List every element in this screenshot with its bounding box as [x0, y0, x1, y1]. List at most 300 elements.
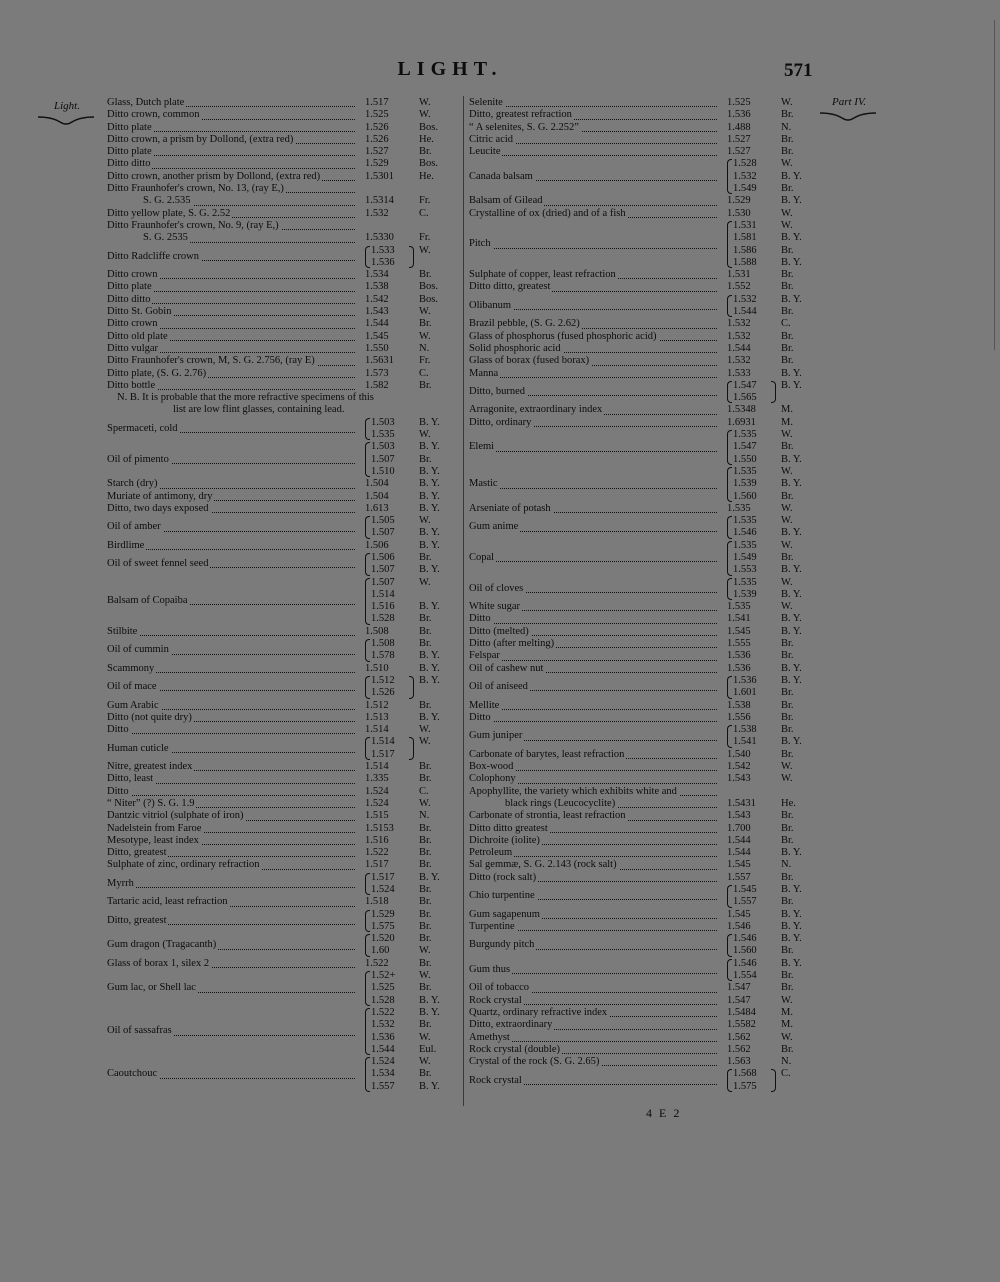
observer-initial: Br. — [781, 834, 794, 846]
index-values — [365, 835, 459, 847]
grouping-brace — [365, 442, 370, 477]
index-values — [365, 1007, 459, 1056]
index-values — [727, 995, 821, 1007]
refractive-index: 1.528 — [733, 158, 757, 170]
observer-initial: B. Y. — [781, 908, 802, 920]
observer-initial: W. — [419, 306, 431, 318]
substance-name — [107, 558, 359, 570]
observer-initial: Br. — [419, 822, 432, 834]
refractive-index: 1.547 — [727, 982, 751, 994]
substance-label: Sulphate of copper, least refraction — [469, 269, 616, 281]
observer-initial: B. Y. — [419, 601, 440, 613]
substance-label: Ditto St. Gobin — [107, 306, 172, 318]
substance-name — [469, 583, 721, 595]
table-row — [107, 97, 515, 109]
refractive-index: 1.517 — [365, 859, 389, 871]
index-values — [727, 1032, 821, 1044]
index-values — [365, 626, 459, 638]
observer-initial: M. — [781, 1019, 793, 1031]
substance-label: Human cuticle — [107, 742, 169, 754]
substance-name — [469, 909, 721, 921]
observer-initial: W. — [419, 429, 431, 441]
substance-label: Ditto, burned — [469, 385, 525, 397]
index-values — [727, 773, 821, 785]
refractive-index: 1.535 — [733, 465, 757, 477]
index-values — [727, 331, 821, 343]
observer-initial: Eul. — [419, 1043, 437, 1055]
substance-label: “ Niter” (?) S. G. 1.9 — [107, 797, 195, 809]
substance-label: Gum lac, or Shell lac — [107, 982, 196, 994]
refractive-index: 1.547 — [733, 379, 757, 391]
substance-name — [469, 964, 721, 976]
observer-initial: Bos. — [419, 158, 438, 170]
grouping-brace — [365, 910, 370, 933]
substance-name — [469, 872, 721, 884]
substance-label: Oil of mace — [107, 681, 157, 693]
substance-label: Ditto Fraunhofer's crown, No. 9, (ray E,) — [107, 219, 279, 231]
substance-label: Oil of aniseed — [469, 681, 528, 693]
substance-label: Glass of borax (fused borax) — [469, 355, 590, 367]
index-values — [365, 146, 459, 158]
refractive-index: 1.557 — [727, 871, 751, 883]
refractive-index: 1.522 — [371, 1006, 395, 1018]
observer-initial: W. — [781, 97, 793, 108]
observer-initial: Br. — [419, 453, 432, 465]
refractive-index: 1.526 — [371, 687, 395, 699]
refractive-index: 1.578 — [371, 650, 395, 662]
dot-leader — [469, 154, 717, 156]
table-row — [107, 368, 515, 380]
substance-name — [107, 982, 359, 994]
substance-label: Ditto old plate — [107, 330, 168, 342]
substance-name — [107, 281, 359, 293]
substance-label: Balsam of Gilead — [469, 195, 543, 207]
substance-label: Turpentine — [469, 920, 515, 932]
observer-initial: B. Y. — [781, 920, 802, 932]
footnote-line: N. B. It is probable that the more refractive specimens of this — [117, 392, 374, 404]
index-values — [365, 208, 459, 220]
substance-name — [107, 958, 359, 970]
index-values — [365, 552, 459, 577]
substance-label: Oil of sassafras — [107, 1025, 172, 1037]
observer-initial: Br. — [419, 859, 432, 871]
grouping-brace — [727, 516, 732, 539]
observer-initial: Br. — [419, 761, 432, 773]
substance-label: Ditto Radcliffe crown — [107, 250, 199, 262]
substance-name — [143, 195, 359, 207]
refractive-index: 1.545 — [733, 884, 757, 895]
index-values — [727, 220, 821, 269]
grouping-brace — [365, 737, 370, 760]
refractive-index: 1.532 — [727, 355, 751, 367]
refractive-index: 1.557 — [733, 896, 757, 908]
observer-initial: B. Y. — [781, 933, 802, 945]
substance-name — [469, 171, 721, 183]
index-values — [727, 921, 821, 933]
substance-name — [469, 1032, 721, 1044]
refractive-index: 1.5153 — [365, 822, 394, 834]
observer-initial: W. — [781, 465, 793, 477]
refractive-index: 1.535 — [727, 601, 751, 613]
substance-label: Stilbite — [107, 625, 138, 637]
substance-name — [469, 478, 721, 490]
refractive-index: 1.535 — [733, 576, 757, 588]
substance-label: Ditto Fraunhofer's crown, M, S. G. 2.756, (ray E) — [107, 355, 315, 367]
observer-initial: Br. — [419, 884, 432, 895]
refractive-index: 1.5301 — [365, 170, 394, 182]
refractive-index: 1.556 — [727, 711, 751, 723]
substance-label: Ditto plate — [107, 121, 152, 133]
substance-name — [469, 318, 721, 330]
substance-name — [107, 368, 359, 380]
refractive-index: 1.543 — [365, 306, 389, 318]
table-row — [107, 835, 515, 847]
index-values — [365, 810, 459, 822]
substance-label: Leucite — [469, 146, 501, 158]
substance-label: Manna — [469, 367, 499, 379]
grouping-brace — [365, 553, 370, 576]
index-values — [727, 134, 821, 146]
refractive-index: 1.529 — [727, 195, 751, 207]
index-values — [727, 810, 821, 822]
observer-initial: W. — [419, 330, 431, 342]
substance-name — [107, 343, 359, 355]
refractive-index: 1.507 — [371, 564, 395, 576]
observer-initial: Br. — [781, 183, 794, 195]
substance-label: Oil of amber — [107, 521, 161, 533]
refractive-index: 1.517 — [371, 748, 395, 760]
table-row — [107, 306, 515, 318]
substance-name — [469, 552, 721, 564]
index-values — [727, 749, 821, 761]
margin-brace-left — [38, 114, 94, 128]
observer-initial: Br. — [419, 146, 432, 158]
substance-label: Oil of sweet fennel seed — [107, 558, 209, 570]
substance-label: Ditto plate — [107, 281, 152, 293]
refractive-index: 1.542 — [727, 761, 751, 773]
index-values — [365, 859, 459, 871]
substance-label: Copal — [469, 551, 495, 563]
substance-label: Mellite — [469, 699, 500, 711]
index-values — [365, 441, 459, 478]
index-values — [727, 540, 821, 577]
substance-name — [107, 724, 359, 736]
index-values — [365, 343, 459, 355]
observer-initial: B. Y. — [781, 884, 802, 895]
refractive-index: 1.547 — [727, 994, 751, 1006]
substance-label: Petroleum — [469, 847, 513, 859]
observer-initial: B. Y. — [419, 1006, 440, 1018]
substance-name — [107, 318, 359, 330]
dot-leader — [469, 659, 717, 661]
index-values — [365, 368, 459, 380]
refractive-index: 1.532 — [733, 170, 757, 182]
observer-initial: Bos. — [419, 293, 438, 305]
observer-initial: Br. — [781, 638, 794, 650]
substance-label: Ditto plate — [107, 146, 152, 158]
grouping-brace — [727, 934, 732, 957]
substance-name — [107, 454, 359, 466]
refractive-index: 1.544 — [727, 847, 751, 859]
index-values — [727, 1007, 821, 1019]
refractive-index: 1.565 — [733, 392, 757, 404]
refractive-index: 1.555 — [727, 638, 751, 650]
table-row — [107, 577, 515, 626]
observer-initial: B. Y. — [781, 232, 802, 244]
substance-name — [107, 1025, 359, 1037]
refractive-index: 1.535 — [733, 429, 757, 441]
substance-label: Ditto crown — [107, 318, 158, 330]
observer-initial: Br. — [781, 822, 794, 834]
substance-label: Rock crystal (double) — [469, 1043, 560, 1055]
grouping-brace — [727, 221, 732, 268]
table-row — [107, 823, 515, 835]
substance-label: Muriate of antimony, dry — [107, 490, 213, 502]
refractive-index: 1.568 — [733, 1068, 757, 1080]
substance-label: Spermaceti, cold — [107, 422, 178, 434]
refractive-index: 1.518 — [365, 896, 389, 908]
substance-name — [107, 109, 359, 121]
substance-name — [107, 773, 359, 785]
refractive-index: 1.508 — [365, 625, 389, 637]
index-values — [727, 663, 821, 675]
substance-label: Ditto crown, a prism by Dollond, (extra red) — [107, 133, 294, 145]
observer-initial: B. Y. — [419, 871, 440, 883]
table-row — [107, 158, 515, 170]
refractive-index: 1.503 — [371, 416, 395, 428]
substance-name — [107, 823, 359, 835]
dot-leader — [469, 708, 717, 710]
observer-initial: W. — [419, 797, 431, 809]
refractive-index: 1.545 — [727, 908, 751, 920]
substance-label: Nitre, greatest index — [107, 761, 193, 773]
substance-name — [469, 982, 721, 994]
substance-name — [469, 712, 721, 724]
observer-initial: N. — [781, 859, 792, 871]
refractive-index: 1.544 — [727, 834, 751, 846]
grouping-brace — [365, 639, 370, 662]
substance-name — [107, 626, 359, 638]
substance-label: Elemi — [469, 441, 495, 453]
observer-initial: Br. — [781, 699, 794, 711]
table-row — [107, 1056, 515, 1093]
refractive-index: 1.527 — [727, 146, 751, 158]
substance-name — [107, 331, 359, 343]
table-row — [107, 503, 515, 515]
index-values — [365, 294, 459, 306]
substance-label: Ditto yellow plate, S. G. 2.52 — [107, 207, 231, 219]
table-row — [107, 1007, 515, 1056]
observer-initial: W. — [419, 970, 431, 982]
substance-name — [107, 122, 359, 134]
observer-initial: W. — [419, 1031, 431, 1043]
refractive-index: 1.528 — [371, 994, 395, 1006]
refractive-index: 1.550 — [365, 342, 389, 354]
observer-initial: N. — [419, 342, 430, 354]
index-values — [727, 355, 821, 367]
substance-label: Ditto crown, another prism by Dollond, (extra red) — [107, 170, 321, 182]
substance-label: Ditto crown — [107, 269, 158, 281]
substance-name — [469, 503, 721, 515]
refractive-index: 1.335 — [365, 773, 389, 785]
table-row — [107, 859, 515, 871]
refractive-index: 1.510 — [371, 465, 395, 477]
index-values — [727, 368, 821, 380]
substance-name — [469, 835, 721, 847]
grouping-brace — [771, 381, 776, 404]
observer-initial: Fr. — [419, 195, 431, 207]
substance-name — [469, 1019, 721, 1031]
observer-initial: W. — [419, 576, 431, 588]
table-row — [107, 958, 515, 970]
refractive-index: 1.540 — [727, 748, 751, 760]
observer-initial: B. Y. — [419, 465, 440, 477]
observer-initial: Br. — [781, 244, 794, 256]
grouping-brace — [365, 578, 370, 625]
index-values — [727, 982, 821, 994]
substance-name — [107, 761, 359, 773]
substance-label: S. G. 2535 — [143, 232, 188, 244]
dot-leader — [469, 720, 717, 722]
table-row — [107, 134, 515, 146]
observer-initial: W. — [419, 1056, 431, 1068]
refractive-index: 1.586 — [733, 244, 757, 256]
index-values — [727, 601, 821, 613]
observer-initial: Br. — [781, 269, 794, 281]
observer-initial: Br. — [419, 933, 432, 945]
substance-name — [107, 521, 359, 533]
refractive-index: 1.538 — [365, 281, 389, 293]
table-row — [107, 269, 515, 281]
grouping-brace — [727, 159, 732, 194]
index-values — [727, 884, 821, 909]
observer-initial: Br. — [781, 982, 794, 994]
grouping-brace — [409, 246, 414, 269]
refractive-index: 1.528 — [371, 613, 395, 625]
observer-initial: Br. — [419, 834, 432, 846]
observer-initial: C. — [419, 367, 429, 379]
observer-initial: Br. — [781, 133, 794, 145]
index-values — [727, 294, 821, 319]
observer-initial: Br. — [781, 146, 794, 158]
observer-initial: B. Y. — [419, 564, 440, 576]
substance-name — [107, 939, 359, 951]
substance-label: Brazil pebble, (S. G. 2.62) — [469, 318, 580, 330]
refractive-index: 1.515 — [365, 810, 389, 822]
refractive-index: 1.507 — [371, 453, 395, 465]
substance-name — [107, 220, 359, 232]
observer-initial: B. Y. — [781, 170, 802, 182]
footnote-line: list are low flint glasses, containing lead. — [173, 404, 345, 416]
refractive-index: 1.529 — [371, 908, 395, 920]
refractive-index: 1.575 — [733, 1080, 757, 1092]
substance-label: Tartaric acid, least refraction — [107, 896, 228, 908]
grouping-brace — [365, 873, 370, 896]
refractive-index: 1.506 — [365, 539, 389, 551]
substance-name — [107, 644, 359, 656]
refractive-index: 1.503 — [371, 441, 395, 453]
observer-initial: W. — [419, 244, 431, 256]
refractive-index: 1.539 — [733, 588, 757, 600]
refractive-index: 1.5631 — [365, 355, 394, 367]
observer-initial: W. — [781, 773, 793, 785]
substance-name — [469, 601, 721, 613]
substance-label: Ditto Fraunhofer's crown, No. 13, (ray E,) — [107, 183, 284, 195]
refractive-index: 1.552 — [727, 281, 751, 293]
index-values — [365, 675, 459, 700]
substance-name — [107, 712, 359, 724]
substance-name — [469, 681, 721, 693]
substance-name — [107, 847, 359, 859]
refractive-index: 1.526 — [365, 121, 389, 133]
refractive-index: 1.520 — [371, 933, 395, 945]
index-values — [727, 638, 821, 650]
grouping-brace — [365, 418, 370, 441]
refractive-index: 1.538 — [727, 699, 751, 711]
refractive-index: 1.5431 — [727, 797, 756, 809]
refractive-index: 1.613 — [365, 502, 389, 514]
refractive-index: 1.538 — [733, 724, 757, 736]
substance-label: Oil of cashew nut — [469, 662, 544, 674]
observer-initial: Bos. — [419, 281, 438, 293]
observer-initial: W. — [781, 601, 793, 613]
observer-initial: W. — [781, 515, 793, 527]
refractive-index: 1.531 — [727, 269, 751, 281]
refractive-index: 1.581 — [733, 232, 757, 244]
table-row — [107, 798, 515, 810]
index-values — [365, 798, 459, 810]
substance-label: Gum thus — [469, 963, 511, 975]
observer-initial: W. — [781, 576, 793, 588]
table-row — [107, 970, 515, 1007]
observer-initial: B. Y. — [781, 847, 802, 859]
index-values — [365, 638, 459, 663]
substance-label: Ditto ditto greatest — [469, 822, 548, 834]
margin-note-left: Light. — [54, 100, 80, 112]
substance-label: Dichroite (iolite) — [469, 834, 540, 846]
observer-initial: B. Y. — [781, 957, 802, 969]
table-row — [107, 122, 515, 134]
substance-label: Rock crystal — [469, 994, 522, 1006]
observer-initial: B. Y. — [781, 662, 802, 674]
observer-initial: C. — [419, 785, 429, 797]
refractive-index: 1.539 — [733, 478, 757, 490]
substance-name — [469, 810, 721, 822]
grouping-brace — [727, 885, 732, 908]
substance-label: Starch (dry) — [107, 478, 158, 490]
substance-label: Ditto — [107, 724, 129, 736]
substance-label: Gum Arabic — [107, 699, 159, 711]
substance-name — [469, 1007, 721, 1019]
observer-initial: W. — [419, 736, 431, 748]
observer-initial: Br. — [781, 281, 794, 293]
table-row — [107, 515, 515, 540]
index-values — [365, 773, 459, 785]
observer-initial: Br. — [781, 945, 794, 957]
observer-initial: B. Y. — [419, 994, 440, 1006]
observer-initial: B. Y. — [419, 711, 440, 723]
dot-leader — [107, 794, 355, 796]
refractive-index: 1.517 — [365, 97, 389, 108]
table-row — [107, 626, 515, 638]
substance-name — [107, 743, 359, 755]
observer-initial: B. Y. — [419, 650, 440, 662]
margin-brace-right — [820, 110, 876, 124]
index-values — [365, 761, 459, 773]
refractive-index: 1.524 — [365, 785, 389, 797]
refractive-index: 1.554 — [733, 970, 757, 982]
refractive-index: 1.530 — [727, 207, 751, 219]
